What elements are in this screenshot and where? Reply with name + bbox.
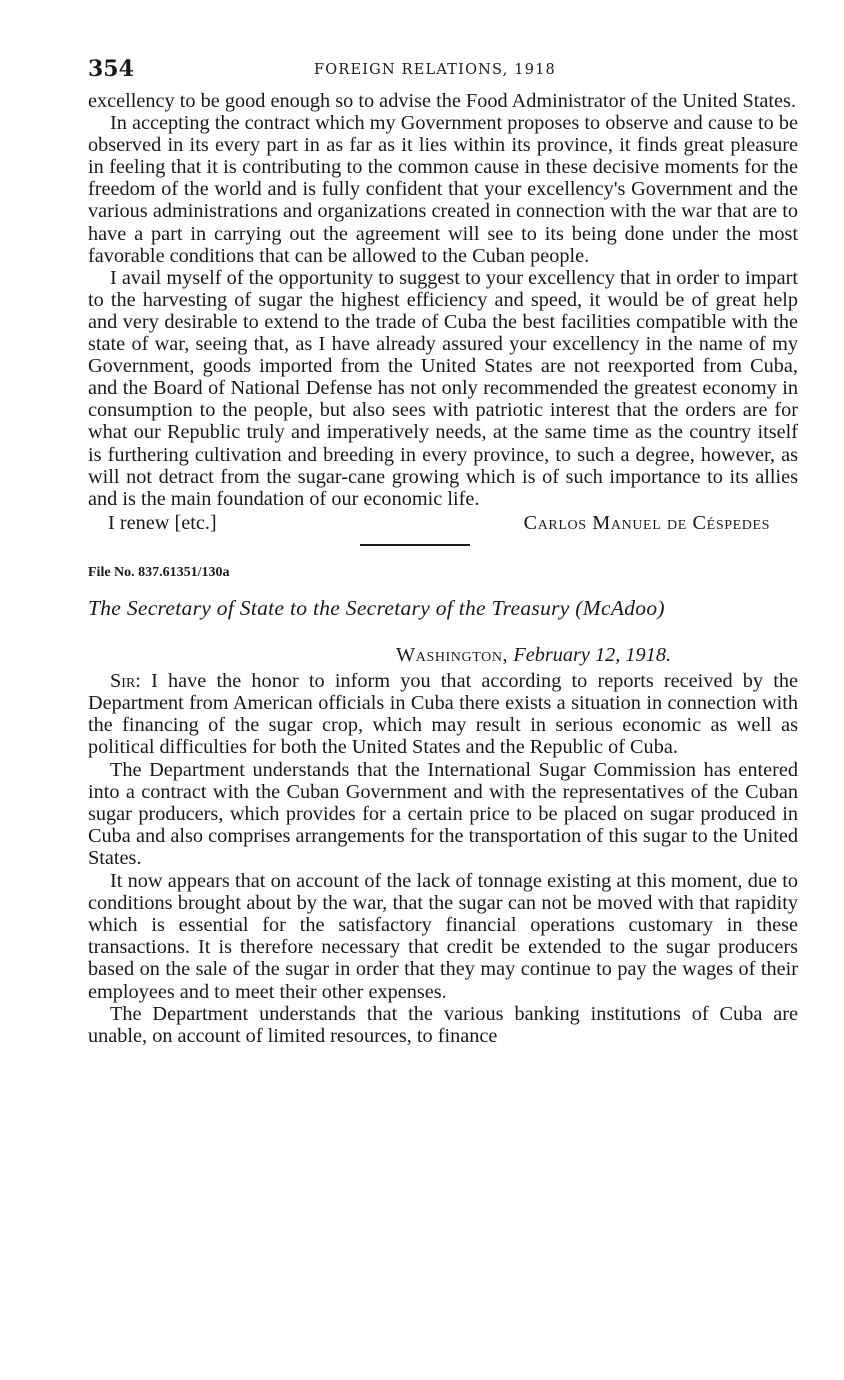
paragraph: It now appears that on account of the lack of tonnage existing at this moment, due to conditions brought about by the war, that the sugar can not be moved with that rapidity which is essential for the satisfactory financial operations customary in these transactions. It is therefore necessary that credit be extended to the sugar producers based on the sale of the sugar in order that they may continue to pay the wages of their employees and to meet their other expenses. [88, 869, 798, 1003]
running-head: FOREIGN RELATIONS, 1918 [314, 62, 556, 78]
closing-line [88, 510, 798, 536]
dateline [88, 644, 798, 670]
page-header [88, 56, 798, 90]
section-divider [360, 544, 470, 546]
page-number: 354 [88, 56, 134, 82]
document-page [88, 56, 798, 1047]
paragraph: The Department understands that the International Sugar Commission has entered into a contract with the Cuban Government and with the representatives of the Cuban sugar producers, which provides for a certain price to be placed on sugar produced in Cuba and also comprises arrangements for the transportation of this sugar to the United States. [88, 758, 798, 870]
dateline-place: Washington, [396, 643, 509, 666]
paragraph: The Department understands that the various banking institutions of Cuba are unable, on account of limited resources, to finance [88, 1002, 798, 1048]
paragraph: In accepting the contract which my Government proposes to observe and cause to be observed in its every part in as far as it lies within its province, it finds great pleasure in feeling that it is contributing to the common cause in these decisive moments for the freedom of the world and is fully confident that your excellency's Government and the various administrations and organizations created in connection with the war that are to have a part in carrying out the agreement will see to its being done under the most favorable conditions that can be allowed to the Cuban people. [88, 112, 798, 267]
file-number: File No. 837.61351/130a [88, 564, 230, 580]
paragraph: I avail myself of the opportunity to suggest to your excellency that in order to impart to the harvesting of sugar the highest efficiency and speed, it would be of great help and very desirable to extend to the trade of Cuba the best facilities compatible with the state of war, seeing that, as I have already assured your excellency in the name of my Government, goods imported from the United States are not reexported from Cuba, and the Board of National Defense has not only recommended the greatest economy in consumption to the people, but also sees with patriotic interest that the orders are for what our Republic truly and imperatively needs, at the same time as the country itself is furthering cultivation and breeding in every province, to such a degree, however, as will not detract from the sugar-cane growing which is of such importance to its allies and is the main foundation of our economic life. [88, 266, 798, 510]
document-heading: The Secretary of State to the Secretary of the Treasury (McAdoo) [88, 595, 665, 620]
complimentary-close: I renew [etc.] [108, 511, 217, 534]
letter-secretary-of-state [88, 670, 798, 1047]
letter-cespedes [88, 90, 798, 536]
salutation: Sir: [110, 669, 141, 692]
paragraph [88, 670, 798, 759]
paragraph: excellency to be good enough so to advise the Food Administrator of the United States. [88, 90, 797, 112]
dateline-date: February 12, 1918. [513, 643, 672, 666]
paragraph-text: I have the honor to inform you that according to reports received by the Department from American officials in Cuba there exists a situation in connection with the financing of the sugar crop, which may result in serious economic as well as political difficulties for both the United States and the Republic of Cuba. [88, 669, 798, 759]
signature: Carlos Manuel de Céspedes [523, 511, 770, 534]
